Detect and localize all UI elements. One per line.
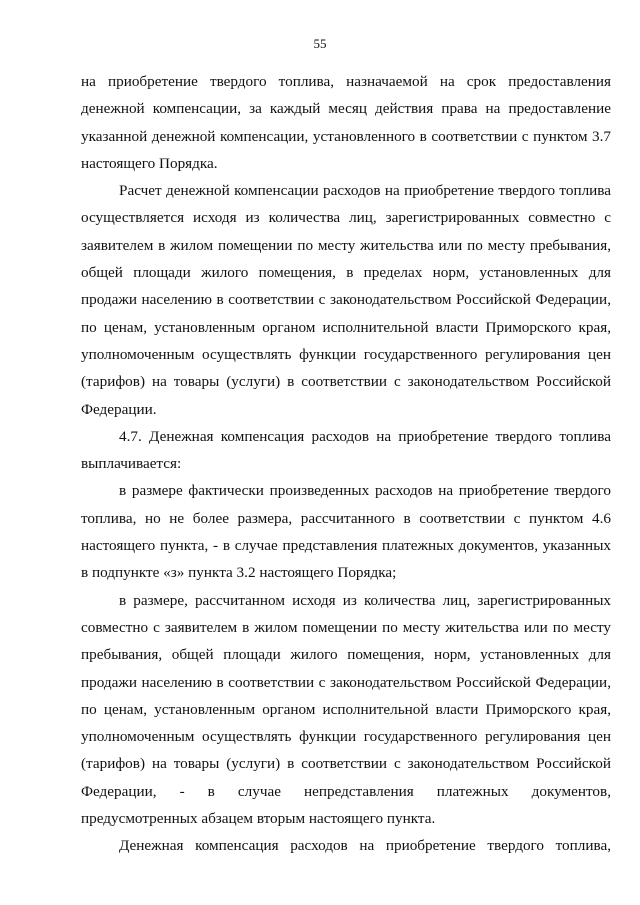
- paragraph-calculated-amount: в размере, рассчитанном исходя из количества лиц, зарегистрированных совместно с заявителем в жилом помещении по месту жительства или по месту пребывания, общей площади жилого помещения, норм, установленных для продажи населению в соответствии с законодательством Российской Федерации, по ценам, установленным органом исполнительной власти Приморского края, уполномоченным осуществлять функции государственного регулирования цен (тарифов) на товары (услуги) в соответствии с законодательством Российской Федерации, - в случае непредставления платежных документов, предусмотренных абзацем вторым настоящего пункта.: [81, 591, 611, 828]
- page-number: 55: [313, 36, 327, 51]
- paragraph-continuation: на приобретение твердого топлива, назначаемой на срок предоставления денежной компенсации, за каждый месяц действия права на предоставление указанной денежной компенсации, установленного в соответствии с пунктом 3.7 настоящего Порядка.: [81, 73, 611, 172]
- paragraph-4-7: 4.7. Денежная компенсация расходов на приобретение твердого топлива выплачивается:: [81, 427, 611, 473]
- paragraph-actual-expenses: в размере фактически произведенных расходов на приобретение твердого топлива, но не более размера, рассчитанного в соответствии с пунктом 4.6 настоящего пункта, - в случае представления платежных документов, указанных в подпункте «з» пункта 3.2 настоящего Порядка;: [81, 482, 611, 582]
- document-body: [81, 68, 611, 860]
- paragraph-final: Денежная компенсация расходов на приобретение твердого топлива,: [119, 837, 611, 855]
- paragraph-calculation: Расчет денежной компенсации расходов на приобретение твердого топлива осуществляется исходя из количества лиц, зарегистрированных совместно с заявителем в жилом помещении по месту жительства или по месту пребывания, общей площади жилого помещения, в пределах норм, установленных для продажи населению в соответствии с законодательством Российской Федерации, по ценам, установленным органом исполнительной власти Приморского края, уполномоченным осуществлять функции государственного регулирования цен (тарифов) на товары (услуги) в соответствии с законодательством Российской Федерации.: [81, 182, 611, 418]
